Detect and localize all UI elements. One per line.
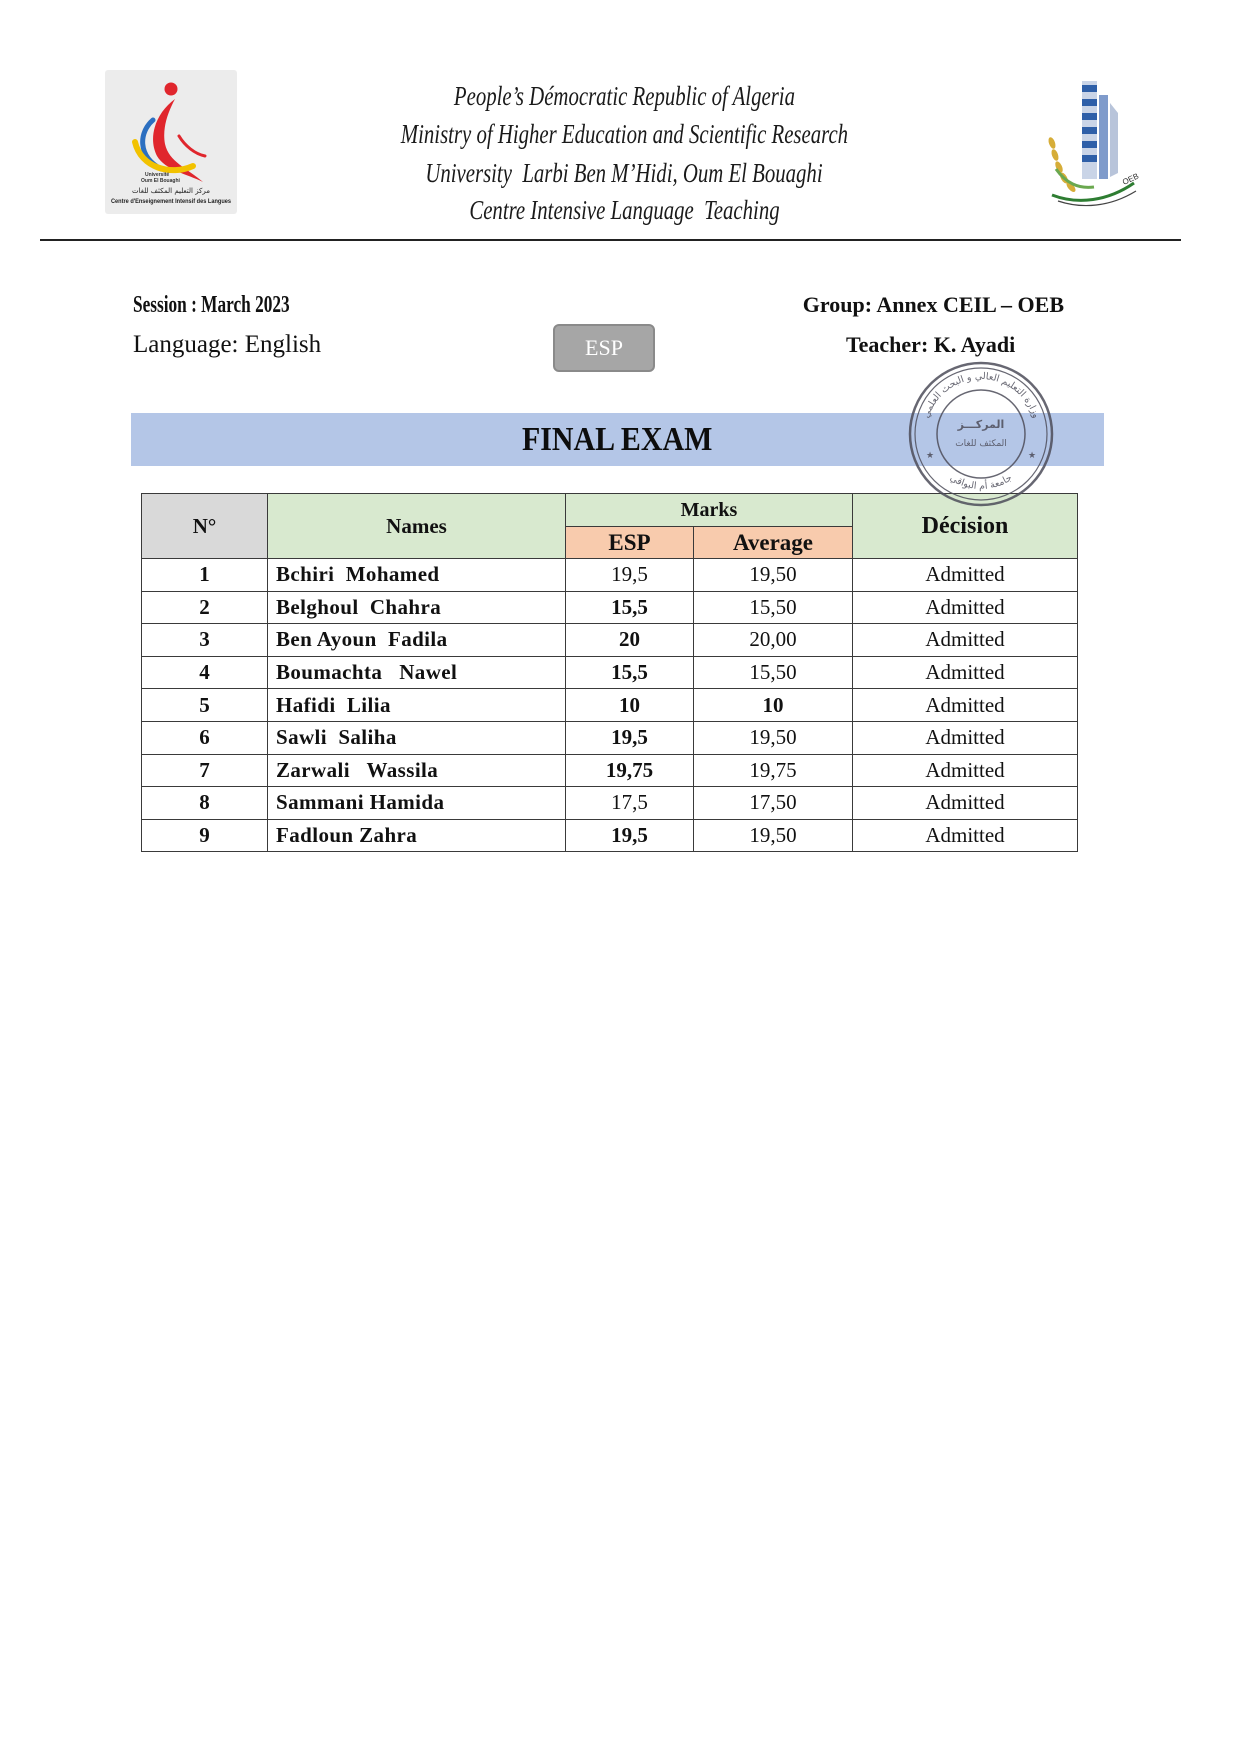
session-text: Session : March 2023 [133, 292, 290, 318]
row-number: 4 [142, 656, 268, 689]
row-number: 1 [142, 559, 268, 592]
header-ministry [274, 115, 974, 153]
centre-logo [105, 70, 237, 214]
stamp-center-line2: المكثف للغات [955, 439, 1007, 449]
average-mark: 20,00 [694, 624, 853, 657]
average-mark: 19,50 [694, 559, 853, 592]
page-title: FINAL EXAM [522, 421, 713, 458]
logo-oeb-text: OEB [1121, 171, 1141, 187]
stamp-ring-bottom-text: جامعة أم البواقي [947, 472, 1015, 493]
table-row [142, 656, 1078, 689]
decision: Admitted [853, 819, 1078, 852]
row-number: 8 [142, 787, 268, 820]
esp-badge: ESP [553, 324, 655, 372]
header-decision: Décision [853, 494, 1078, 559]
row-number: 5 [142, 689, 268, 722]
average-mark: 10 [694, 689, 853, 722]
stamp-middle-ring [915, 368, 1047, 500]
stamp-star-icon: ★ [925, 451, 935, 461]
session-label [133, 290, 351, 320]
logo-text-arabic: مركز التعليم المكثف للغات [131, 187, 211, 195]
student-name: Fadloun Zahra [268, 819, 566, 852]
official-stamp [905, 358, 1057, 510]
student-name: Hafidi Lilia [268, 689, 566, 722]
results-table [141, 493, 1078, 852]
esp-mark: 20 [566, 624, 694, 657]
row-number: 6 [142, 721, 268, 754]
decision: Admitted [853, 656, 1078, 689]
stamp-ring-bottom [948, 472, 1014, 492]
row-number: 2 [142, 591, 268, 624]
header-republic [274, 77, 974, 115]
header-esp: ESP [566, 527, 694, 559]
logo-tower-side [1099, 95, 1108, 179]
esp-mark: 19,5 [566, 559, 694, 592]
logo-tower-wing [1110, 103, 1118, 177]
student-name: Ben Ayoun Fadila [268, 624, 566, 657]
header-ministry-text: Ministry of Higher Education and Scientific Research [400, 119, 848, 149]
esp-mark: 10 [566, 689, 694, 722]
esp-mark: 19,5 [566, 721, 694, 754]
average-mark: 19,50 [694, 721, 853, 754]
group-label: Group: Annex CEIL – OEB [802, 292, 1064, 317]
logo-tower-stripe [1082, 85, 1097, 92]
student-name: Belghoul Chahra [268, 591, 566, 624]
row-number: 7 [142, 754, 268, 787]
decision: Admitted [853, 721, 1078, 754]
decision: Admitted [853, 591, 1078, 624]
table-row [142, 591, 1078, 624]
average-mark: 15,50 [694, 656, 853, 689]
table-row [142, 787, 1078, 820]
logo-text-centre: Centre d'Enseignement Intensif des Langues [111, 198, 232, 205]
header-marks: Marks [566, 494, 853, 527]
student-name: Zarwali Wassila [268, 754, 566, 787]
average-mark: 17,50 [694, 787, 853, 820]
student-name: Sammani Hamida [268, 787, 566, 820]
decision: Admitted [853, 559, 1078, 592]
stamp-star-icon: ★ [1027, 451, 1037, 461]
row-number: 9 [142, 819, 268, 852]
header-number: N° [142, 494, 268, 559]
stamp-inner-ring [937, 390, 1025, 478]
table-row [142, 559, 1078, 592]
average-mark: 19,75 [694, 754, 853, 787]
average-mark: 15,50 [694, 591, 853, 624]
header-centre [274, 191, 974, 229]
table-row [142, 624, 1078, 657]
table-row [142, 819, 1078, 852]
logo-text-oeb: Oum El Bouaghi [141, 178, 180, 184]
logo-tower-stripe [1082, 127, 1097, 134]
header-centre-text: Centre Intensive Language Teaching [468, 195, 780, 225]
esp-mark: 15,5 [566, 591, 694, 624]
teacher-label: Teacher: K. Ayadi [846, 332, 1016, 357]
logo-head-shape [165, 83, 178, 96]
decision: Admitted [853, 624, 1078, 657]
header-republic-text: People’s Démocratic Republic of Algeria [453, 81, 795, 111]
esp-mark: 19,75 [566, 754, 694, 787]
esp-mark: 19,5 [566, 819, 694, 852]
stamp-center-line1: المركـــز [957, 418, 1005, 431]
language-label: Language: English [133, 331, 322, 358]
university-logo [1038, 73, 1146, 215]
esp-mark: 17,5 [566, 787, 694, 820]
logo-tower-stripe [1082, 113, 1097, 120]
header-university-text: University Larbi Ben M’Hidi, Oum El Bouaghi [425, 158, 823, 188]
stamp-ring-top-text: وزارة التعليم العالي و البحث العلمي [920, 370, 1042, 420]
table-row [142, 721, 1078, 754]
header-average: Average [694, 527, 853, 559]
logo-tower-stripe [1082, 141, 1097, 148]
student-name: Boumachta Nawel [268, 656, 566, 689]
decision: Admitted [853, 787, 1078, 820]
logo-text-universite: Université [145, 172, 170, 178]
average-mark: 19,50 [694, 819, 853, 852]
header-names: Names [268, 494, 566, 559]
row-number: 3 [142, 624, 268, 657]
decision: Admitted [853, 689, 1078, 722]
table-row [142, 689, 1078, 722]
student-name: Sawli Saliha [268, 721, 566, 754]
student-name: Bchiri Mohamed [268, 559, 566, 592]
logo-tower-stripe [1082, 155, 1097, 162]
header-divider [40, 239, 1181, 241]
esp-mark: 15,5 [566, 656, 694, 689]
logo-tower-stripe [1082, 99, 1097, 106]
table-row [142, 754, 1078, 787]
header-university [274, 154, 974, 192]
decision: Admitted [853, 754, 1078, 787]
